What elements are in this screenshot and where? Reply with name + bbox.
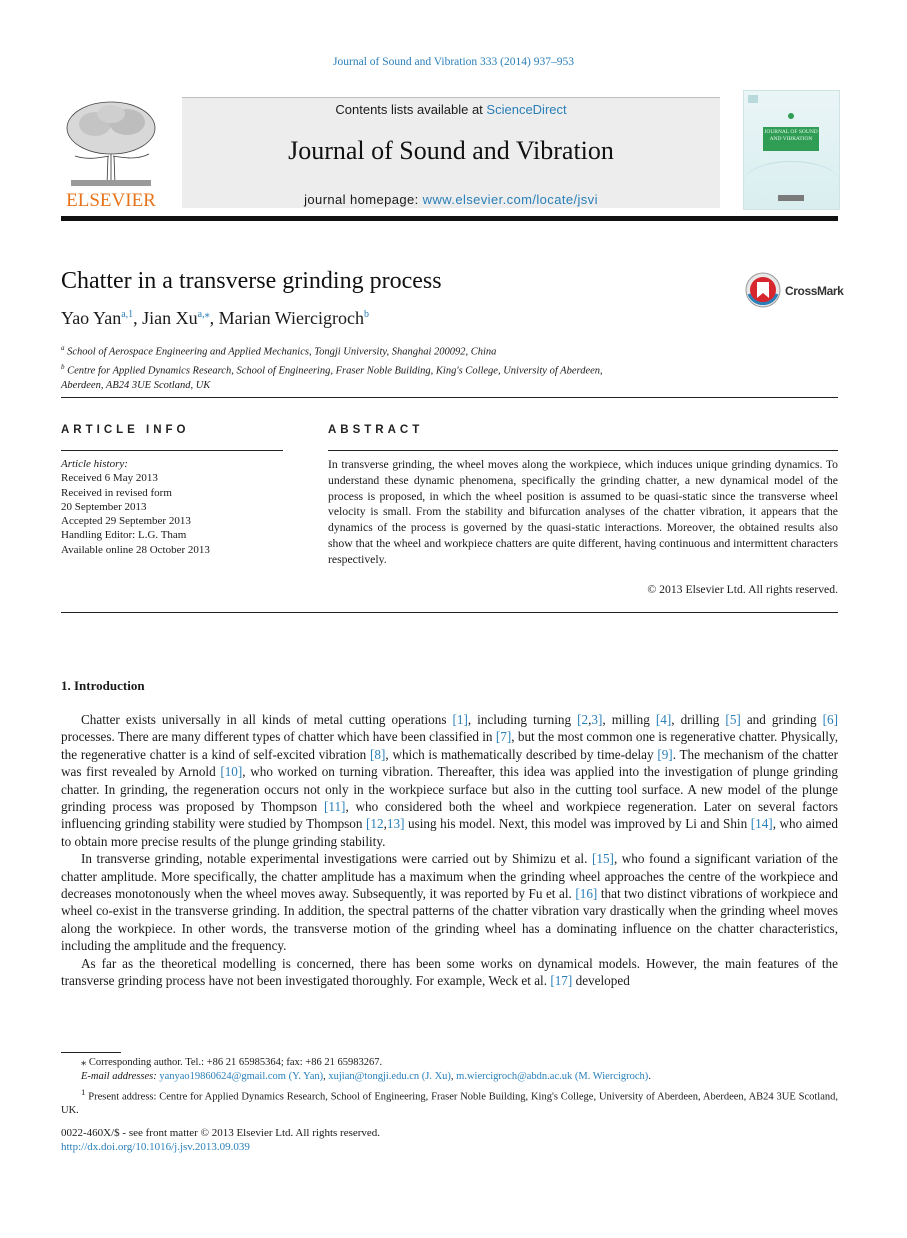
divider: [61, 397, 838, 398]
abstract-text: In transverse grinding, the wheel moves along the workpiece, which induces unique grinding dynamics. To understand these dynamic phenomena, specifically the grinding chatter, a new dynamical model of the process is proposed, in which the wheel position is assumed to be quasi-static since the transverse wheel velocity is small. From the stability and bifurcation analyses of the chatter vibration, it appears that the dynamics of the process is governed by the quasi-static interactions. Moreover, the obtained results also show that the wheel and workpiece chatters are quite different, having continuous and intermittent characters respectively.: [328, 458, 838, 566]
affiliation-sup: b: [61, 363, 65, 371]
affiliation-text: Aberdeen, AB24 3UE Scotland, UK: [61, 380, 211, 391]
journal-citation[interactable]: Journal of Sound and Vibration 333 (2014) 937–953: [333, 56, 574, 68]
affiliation-line: [61, 360, 838, 379]
reference-link[interactable]: [12: [366, 816, 384, 832]
email-link[interactable]: yanyao19860624@gmail.com (Y. Yan): [159, 1071, 324, 1083]
affiliation-text: School of Aerospace Engineering and Applied Mechanics, Tongji University, Shanghai 200092, China: [67, 346, 497, 358]
journal-cover-thumbnail[interactable]: [743, 90, 840, 210]
article-title: Chatter in a transverse grinding process: [61, 268, 442, 294]
reference-link[interactable]: [8]: [370, 746, 386, 762]
history-item: Received 6 May 2013: [61, 472, 158, 485]
journal-banner: [182, 97, 720, 208]
publisher-name: ELSEVIER: [66, 190, 156, 210]
reference-link[interactable]: [10]: [220, 764, 243, 780]
history-item: Handling Editor: L.G. Tham: [61, 529, 187, 542]
reference-link[interactable]: [5]: [725, 712, 741, 727]
email-note: E-mail addresses: yanyao19860624@gmail.com (Y. Yan), xujian@tongji.edu.cn (J. Xu), m.wiercigroch@abdn.ac.uk (M. Wiercigroch).: [81, 1071, 651, 1083]
author-name[interactable]: Marian Wiercigroch: [218, 308, 365, 328]
reference-link[interactable]: [7]: [495, 729, 512, 745]
reference-link[interactable]: [17]: [550, 973, 573, 989]
history-label: Article history:: [61, 458, 128, 470]
affiliation-line: [61, 379, 838, 394]
reference-link[interactable]: [9]: [657, 746, 673, 762]
abstract-heading: ABSTRACT: [328, 424, 424, 436]
introduction-body: [61, 711, 838, 990]
affiliation-line: [61, 341, 838, 360]
present-address-text: Present address: Centre for Applied Dynamics Research, School of Engineering, Fraser Noble Building, King's College, University of Aberdeen, Aberdeen, AB24 3UE Scotland, UK.: [61, 1091, 839, 1117]
crossmark-label: CrossMark: [785, 284, 844, 298]
homepage-line: [182, 192, 720, 207]
reference-link[interactable]: [15]: [591, 851, 614, 867]
crossmark-icon: [745, 272, 781, 308]
affiliations: [61, 341, 838, 394]
reference-link[interactable]: [1]: [452, 712, 468, 727]
header-rule: [61, 216, 838, 221]
divider: [61, 450, 283, 451]
paragraph: As far as the theoretical modelling is concerned, there has been some works on dynamical models. However, the main features of the transverse grinding process have not been investigated thoroughly. For example, Weck et al. [17] developed: [61, 955, 838, 989]
cover-publisher-mark: [778, 195, 804, 201]
journal-title: Journal of Sound and Vibration: [288, 136, 614, 165]
cover-corner-mark: [748, 95, 758, 103]
reference-link[interactable]: 13]: [386, 816, 405, 832]
contents-prefix: Contents lists available at: [335, 102, 483, 117]
reference-link[interactable]: [16]: [575, 886, 598, 902]
issn-line: 0022-460X/$ - see front matter © 2013 Elsevier Ltd. All rights reserved.: [61, 1127, 381, 1139]
contents-line: [182, 102, 720, 117]
homepage-prefix: journal homepage:: [304, 192, 419, 207]
history-item: Accepted 29 September 2013: [61, 515, 191, 528]
footnote-rule: [61, 1052, 121, 1053]
history-item: Received in revised form: [61, 486, 172, 499]
tree-logo-icon: [61, 96, 161, 210]
reference-link[interactable]: [14]: [750, 816, 773, 832]
affiliation-sup: a: [61, 344, 65, 352]
cover-dot-icon: [788, 113, 794, 119]
divider: [328, 450, 838, 451]
paragraph: In transverse grinding, notable experimental investigations were carried out by Shimizu et al. [15], who found a significant variation of the chatter amplitude. More specifically, the chatter amplitude has a maximum when the grinding wheel approaches the centre of the workpiece and decreases monotonously when the wheel moves away. Subsequently, it was reported by Fu et al. [16] that two distinct vibrations of workpiece and wheel co-exist in the transverse grinding. In addition, the spectral patterns of the chatter vibration vary drastically when the grinding wheel moves along the workpiece. In other words, the transverse motion of the grinding wheel has a dominating influence on the chatter characteristics, including the amplitude and the frequency.: [61, 851, 839, 954]
divider: [61, 612, 838, 613]
author-name[interactable]: Yao Yan: [61, 308, 122, 328]
footnotes: [61, 1056, 838, 1119]
reference-link[interactable]: 3]: [591, 712, 603, 727]
author-sup[interactable]: b: [364, 309, 370, 320]
author-name[interactable]: Jian Xu: [142, 308, 198, 328]
homepage-link[interactable]: www.elsevier.com/locate/jsvi: [422, 192, 598, 207]
article-history: [61, 457, 210, 557]
history-item: Available online 28 October 2013: [61, 543, 210, 556]
email-link[interactable]: m.wiercigroch@abdn.ac.uk (M. Wiercigroch): [456, 1071, 649, 1083]
elsevier-logo[interactable]: [61, 96, 161, 210]
history-item: 20 September 2013: [61, 500, 147, 513]
reference-link[interactable]: [2: [577, 712, 589, 727]
paragraph: Chatter exists universally in all kinds of metal cutting operations [1], including turning [2,3], milling [4], drilling [5] and grinding [6] processes. There are many different types of chatter which have been classified in [7], but the most common one is regenerative chatter. Physically, the regenerative chatter is a kind of self-excited vibration [8], which is mathematically described by time-delay [9]. The mechanism of the chatter was first revealed by Arnold [10], who worked on turning vibration. Thereafter, this idea was applied into the investigation of plunge grinding chatter. In grinding, the regeneration occurs not only in the workpiece surface but also in the cutting tool surface. A new model of the plunge grinding process was proposed by Thompson [11], who considered both the wheel and workpiece regeneration. Later on several factors influencing grinding stability were studied by Thompson [12,13] using his model. Next, this model was improved by Li and Shin [14], who aimed to obtain more precise results of the plunge grinding stability.: [61, 712, 838, 849]
article-info-heading: ARTICLE INFO: [61, 424, 190, 436]
email-link[interactable]: xujian@tongji.edu.cn (J. Xu): [328, 1071, 451, 1083]
email-label: E-mail addresses:: [81, 1071, 157, 1083]
reference-link[interactable]: [4]: [655, 712, 672, 727]
crossmark-badge[interactable]: [745, 272, 845, 308]
author-sup[interactable]: a,1: [121, 309, 134, 320]
corresponding-author-note: ⁎ Corresponding author. Tel.: +86 21 65985364; fax: +86 21 65983267.: [81, 1057, 383, 1068]
sciencedirect-link[interactable]: ScienceDirect: [486, 102, 567, 117]
author-list: Yao Yan$^{a,1}$, Jian $Xu^{a,⁎}$, Marian Wiercigroch$^b$: [61, 308, 370, 328]
author-sup[interactable]: a,⁎: [197, 309, 210, 320]
cover-title: JOURNAL OF SOUND AND VIBRATION: [763, 127, 819, 151]
present-address-note: [61, 1085, 838, 1119]
footer-meta: [61, 1126, 380, 1155]
abstract-copyright: © 2013 Elsevier Ltd. All rights reserved.: [647, 583, 838, 596]
section-heading-introduction: 1. Introduction: [61, 678, 145, 693]
reference-link[interactable]: [11]: [323, 799, 346, 815]
affiliation-text: Centre for Applied Dynamics Research, School of Engineering, Fraser Noble Building, King's College, University of Aberdeen,: [67, 365, 603, 377]
footnote-sup: 1: [81, 1086, 86, 1097]
reference-link[interactable]: [6]: [822, 712, 838, 727]
doi-link[interactable]: http://dx.doi.org/10.1016/j.jsv.2013.09.039: [61, 1141, 250, 1154]
